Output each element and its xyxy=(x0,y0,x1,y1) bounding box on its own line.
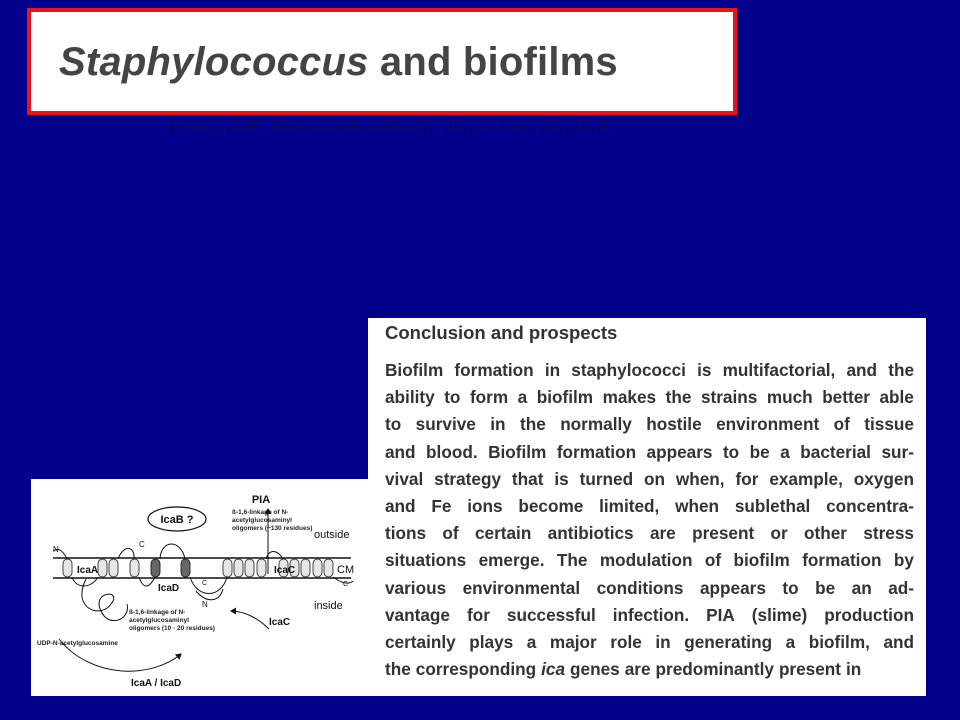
excerpt-word: ad- xyxy=(888,577,914,598)
excerpt-heading: Conclusion and prospects xyxy=(385,322,618,343)
excerpt-word: on xyxy=(643,468,665,489)
excerpt-word: the xyxy=(385,659,411,680)
excerpt-word: Biofilm xyxy=(385,360,444,380)
excerpt-word: situations xyxy=(385,550,467,571)
icaa-helices xyxy=(63,559,139,577)
ica-pathway-diagram xyxy=(31,479,368,696)
excerpt-word: bacterial xyxy=(800,441,871,462)
excerpt-word: generating xyxy=(684,631,773,652)
excerpt-word: or xyxy=(770,523,788,544)
excerpt-word: environmental xyxy=(462,577,581,598)
excerpt-word: strains xyxy=(700,387,758,408)
excerpt-word: biofilm xyxy=(733,550,790,571)
icad-label: IcaD xyxy=(158,583,180,594)
excerpt-word: major xyxy=(549,631,597,652)
excerpt-word: and xyxy=(846,360,878,380)
excerpt-word: by xyxy=(893,550,914,571)
excerpt-line xyxy=(385,357,914,384)
excerpt-line xyxy=(385,384,914,411)
icaa-label: IcaA xyxy=(77,565,99,576)
excerpt-word: concentra- xyxy=(826,495,914,516)
c-terminus-right: C xyxy=(343,581,349,588)
pia-desc-3: oligomers (~130 residues) xyxy=(232,525,313,532)
excerpt-word: PIA xyxy=(706,604,735,625)
cm-label: CM xyxy=(337,564,355,576)
excerpt-word: production xyxy=(824,604,914,625)
icab-label: IcaB ? xyxy=(160,514,194,526)
excerpt-word: tissue xyxy=(864,414,914,435)
inside-label: inside xyxy=(314,600,343,612)
excerpt-word: formation xyxy=(802,550,882,571)
excerpt-word: oxygen xyxy=(853,468,914,489)
excerpt-word: present xyxy=(692,523,755,544)
excerpt-word: appears xyxy=(646,441,713,462)
slide-title xyxy=(59,40,618,85)
excerpt-word: infection. xyxy=(612,604,690,625)
excerpt-word: stress xyxy=(863,523,914,544)
excerpt-word: successful xyxy=(506,604,596,625)
oligo-desc-1: ß-1,6-linkage of N- xyxy=(129,609,186,616)
citation: Friedrich Götz. Molecular Microbiology 2002; 43 (6): 1367-1378 xyxy=(166,120,610,136)
excerpt-word: biofilm, xyxy=(808,631,870,652)
excerpt-word: staphylococci xyxy=(571,360,686,380)
excerpt-word: example, xyxy=(769,468,843,489)
excerpt-word: certain xyxy=(474,523,532,544)
excerpt-word: blood. xyxy=(426,441,478,462)
excerpt-word: in xyxy=(544,360,561,380)
oligo-desc-3: oligomers (10 - 20 residues) xyxy=(129,625,215,632)
slide-title-box xyxy=(27,8,737,115)
excerpt-word: be xyxy=(749,441,770,462)
icac-membrane-label: IcaC xyxy=(274,565,296,576)
excerpt-word: be xyxy=(815,577,836,598)
excerpt-word: certainly xyxy=(385,631,456,652)
excerpt-word: limited, xyxy=(599,495,660,516)
excerpt-word: that xyxy=(511,468,544,489)
excerpt-word: predominantly xyxy=(655,659,774,680)
pia-desc-2: acetylglucosaminyl xyxy=(232,517,292,524)
excerpt-word: are xyxy=(649,523,676,544)
excerpt-word: tions xyxy=(385,523,427,544)
excerpt-word: is xyxy=(697,360,712,380)
excerpt-word: ions xyxy=(467,495,503,516)
excerpt-word: are xyxy=(624,659,651,680)
n-terminus-left: N xyxy=(53,545,59,554)
excerpt-word: in xyxy=(655,631,671,652)
excerpt-word: is xyxy=(554,468,569,489)
c-terminus-mid: C xyxy=(202,580,208,587)
excerpt-word: Fe xyxy=(431,495,452,516)
excerpt-line xyxy=(385,602,914,629)
excerpt-word: for xyxy=(466,604,490,625)
excerpt-word: in xyxy=(490,414,506,435)
excerpt-line xyxy=(385,466,914,493)
excerpt-word: vantage xyxy=(385,604,450,625)
excerpt-word: biofilm xyxy=(536,387,594,408)
excerpt-word: a xyxy=(517,387,528,408)
excerpt-line xyxy=(385,547,914,574)
excerpt-word: better xyxy=(822,387,870,408)
icad-helices xyxy=(151,559,190,577)
excerpt-word: role xyxy=(610,631,642,652)
excerpt-word: hostile xyxy=(646,414,702,435)
excerpt-word: a xyxy=(526,631,537,652)
excerpt-line xyxy=(385,520,914,547)
excerpt-word: various xyxy=(385,577,447,598)
excerpt-word: appears xyxy=(699,577,766,598)
slide-title-italic: Staphylococcus xyxy=(59,40,369,84)
excerpt-word: The xyxy=(556,550,588,571)
excerpt-word: conditions xyxy=(596,577,684,598)
excerpt-word: a xyxy=(785,631,796,652)
excerpt-word: sublethal xyxy=(734,495,811,516)
excerpt-line xyxy=(385,629,914,656)
excerpt-word: form xyxy=(469,387,509,408)
excerpt-word: Biofilm xyxy=(488,441,547,462)
excerpt-word: an xyxy=(851,577,872,598)
excerpt-word: much xyxy=(766,387,813,408)
excerpt-word: a xyxy=(780,441,790,462)
excerpt-word: sur- xyxy=(881,441,914,462)
excerpt-line xyxy=(385,656,914,683)
excerpt-word: survive xyxy=(415,414,476,435)
outside-label: outside xyxy=(314,529,350,541)
excerpt-word: plays xyxy=(469,631,514,652)
oligo-desc-2: acetylglucosaminyl xyxy=(129,617,189,624)
excerpt-word: environment xyxy=(716,414,820,435)
excerpt-word: to xyxy=(444,387,461,408)
excerpt-word: corresponding xyxy=(415,659,537,680)
excerpt-word: formation xyxy=(454,360,534,380)
excerpt-word: when xyxy=(675,495,720,516)
excerpt-line xyxy=(385,493,914,520)
excerpt-word: normally xyxy=(560,414,632,435)
excerpt-word: and xyxy=(385,495,416,516)
icaa-icad-label: IcaA / IcaD xyxy=(131,678,182,689)
excerpt-word: (slime) xyxy=(751,604,808,625)
c-terminus-top: C xyxy=(139,540,145,549)
excerpt-word: of xyxy=(833,414,850,435)
excerpt-word: when, xyxy=(675,468,725,489)
excerpt-word: for xyxy=(735,468,759,489)
pia-desc-1: ß-1,6-linkage of N- xyxy=(232,509,289,516)
udp-label: UDP-N-acetylglucosamine xyxy=(37,640,118,647)
excerpt-word: antibiotics xyxy=(547,523,634,544)
excerpt-word: ica xyxy=(541,659,566,680)
excerpt-word: formation xyxy=(556,441,637,462)
excerpt-line xyxy=(385,411,914,438)
excerpt-word: the xyxy=(665,387,692,408)
excerpt-line xyxy=(385,439,914,466)
slide-title-rest: and biofilms xyxy=(368,40,618,84)
excerpt-word: modulation xyxy=(599,550,693,571)
excerpt-word: makes xyxy=(602,387,657,408)
excerpt-paragraph xyxy=(385,357,914,683)
paper-excerpt xyxy=(368,318,926,696)
excerpt-word: to xyxy=(385,414,402,435)
excerpt-word: other xyxy=(804,523,847,544)
excerpt-word: become xyxy=(518,495,584,516)
excerpt-word: of xyxy=(704,550,722,571)
excerpt-word: turned xyxy=(579,468,634,489)
n-terminus-mid: N xyxy=(202,600,208,609)
excerpt-word: and xyxy=(883,631,914,652)
excerpt-word: strategy xyxy=(434,468,502,489)
icac-lower-label: IcaC xyxy=(269,617,291,628)
excerpt-word: able xyxy=(879,387,914,408)
icac-arrow xyxy=(231,611,269,629)
excerpt-word: vival xyxy=(385,468,424,489)
pia-label: PIA xyxy=(251,494,271,506)
excerpt-word: and xyxy=(385,441,416,462)
excerpt-word: in xyxy=(846,659,862,680)
excerpt-word: genes xyxy=(570,659,620,680)
excerpt-word: ability xyxy=(385,387,435,408)
excerpt-word: the xyxy=(519,414,546,435)
excerpt-word: emerge. xyxy=(478,550,545,571)
excerpt-word: to xyxy=(782,577,799,598)
excerpt-word: present xyxy=(778,659,842,680)
excerpt-word: multifactorial, xyxy=(722,360,836,380)
excerpt-word: to xyxy=(722,441,740,462)
excerpt-word: the xyxy=(888,360,914,380)
excerpt-line xyxy=(385,575,914,602)
excerpt-word: of xyxy=(442,523,459,544)
